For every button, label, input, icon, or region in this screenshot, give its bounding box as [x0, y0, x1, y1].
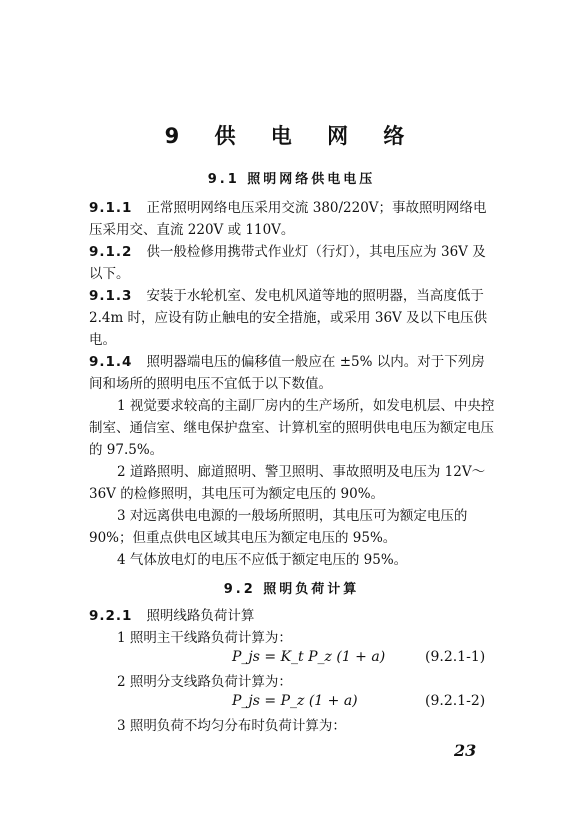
chapter-title: 9 供 电 网 络 — [164, 124, 419, 148]
equation-number: (9.2.1-2) — [425, 693, 486, 709]
section-title-9-2: 9.2 照明负荷计算 — [223, 582, 360, 597]
clause-9-1-4 — [89, 351, 497, 395]
formula-expression: P_js = K_t P_z (1 + a) — [232, 649, 386, 665]
sub-item-3: 3 对远离供电电源的一般场所照明，其电压可为额定电压的 90%；但重点供电区域其电压为额定电压的 95%。 — [89, 508, 468, 546]
sub-item-9-2-1-2: 2 照明分支线路负荷计算为： — [117, 674, 292, 690]
clause-text: 照明线路负荷计算 — [146, 608, 255, 624]
clause-9-1-3 — [89, 285, 497, 351]
clause-number: 9.1.1 — [89, 200, 133, 216]
sub-item-9-2-1-1: 1 照明主干线路负荷计算为： — [117, 630, 292, 646]
sub-item-4: 4 气体放电灯的电压不应低于额定电压的 95%。 — [117, 552, 408, 568]
sub-item-9-2-1-3: 3 照明负荷不均匀分布时负荷计算为： — [117, 718, 346, 734]
clause-text: 安装于水轮机室、发电机风道等地的照明器，当高度低于 2.4m 时，应设有防止触电的安全措施，或采用 36V 及以下电压供电。 — [89, 288, 488, 348]
page-number: 23 — [454, 741, 477, 760]
clause-number: 9.1.4 — [89, 354, 133, 370]
clause-number: 9.1.3 — [89, 288, 133, 304]
clause-number: 9.2.1 — [89, 608, 133, 624]
clause-number: 9.1.2 — [89, 244, 133, 260]
sub-item-1: 1 视觉要求较高的主副厂房内的生产场所，如发电机层、中央控制室、通信室、继电保护盘室、计算机室的照明供电电压为额定电压的 97.5%。 — [89, 398, 495, 458]
clause-text: 供一般检修用携带式作业灯（行灯），其电压应为 36V 及以下。 — [89, 244, 486, 282]
clause-9-2-1 — [89, 605, 497, 627]
clause-9-1-1 — [89, 197, 497, 241]
section-title-9-1: 9.1 照明网络供电电压 — [207, 172, 376, 187]
clause-text: 照明器端电压的偏移值一般应在 ±5% 以内。对于下列房间和场所的照明电压不宜低于以下数值。 — [89, 354, 485, 392]
equation-number: (9.2.1-1) — [425, 649, 486, 665]
clause-9-1-2 — [89, 241, 497, 285]
clause-text: 正常照明网络电压采用交流 380/220V；事故照明网络电压采用交、直流 220V 或 110V。 — [89, 200, 487, 238]
sub-item-2: 2 道路照明、廊道照明、警卫照明、事故照明及电压为 12V～36V 的检修照明，其电压可为额定电压的 90%。 — [89, 464, 486, 502]
formula-expression: P_js = P_z (1 + a) — [232, 693, 358, 709]
